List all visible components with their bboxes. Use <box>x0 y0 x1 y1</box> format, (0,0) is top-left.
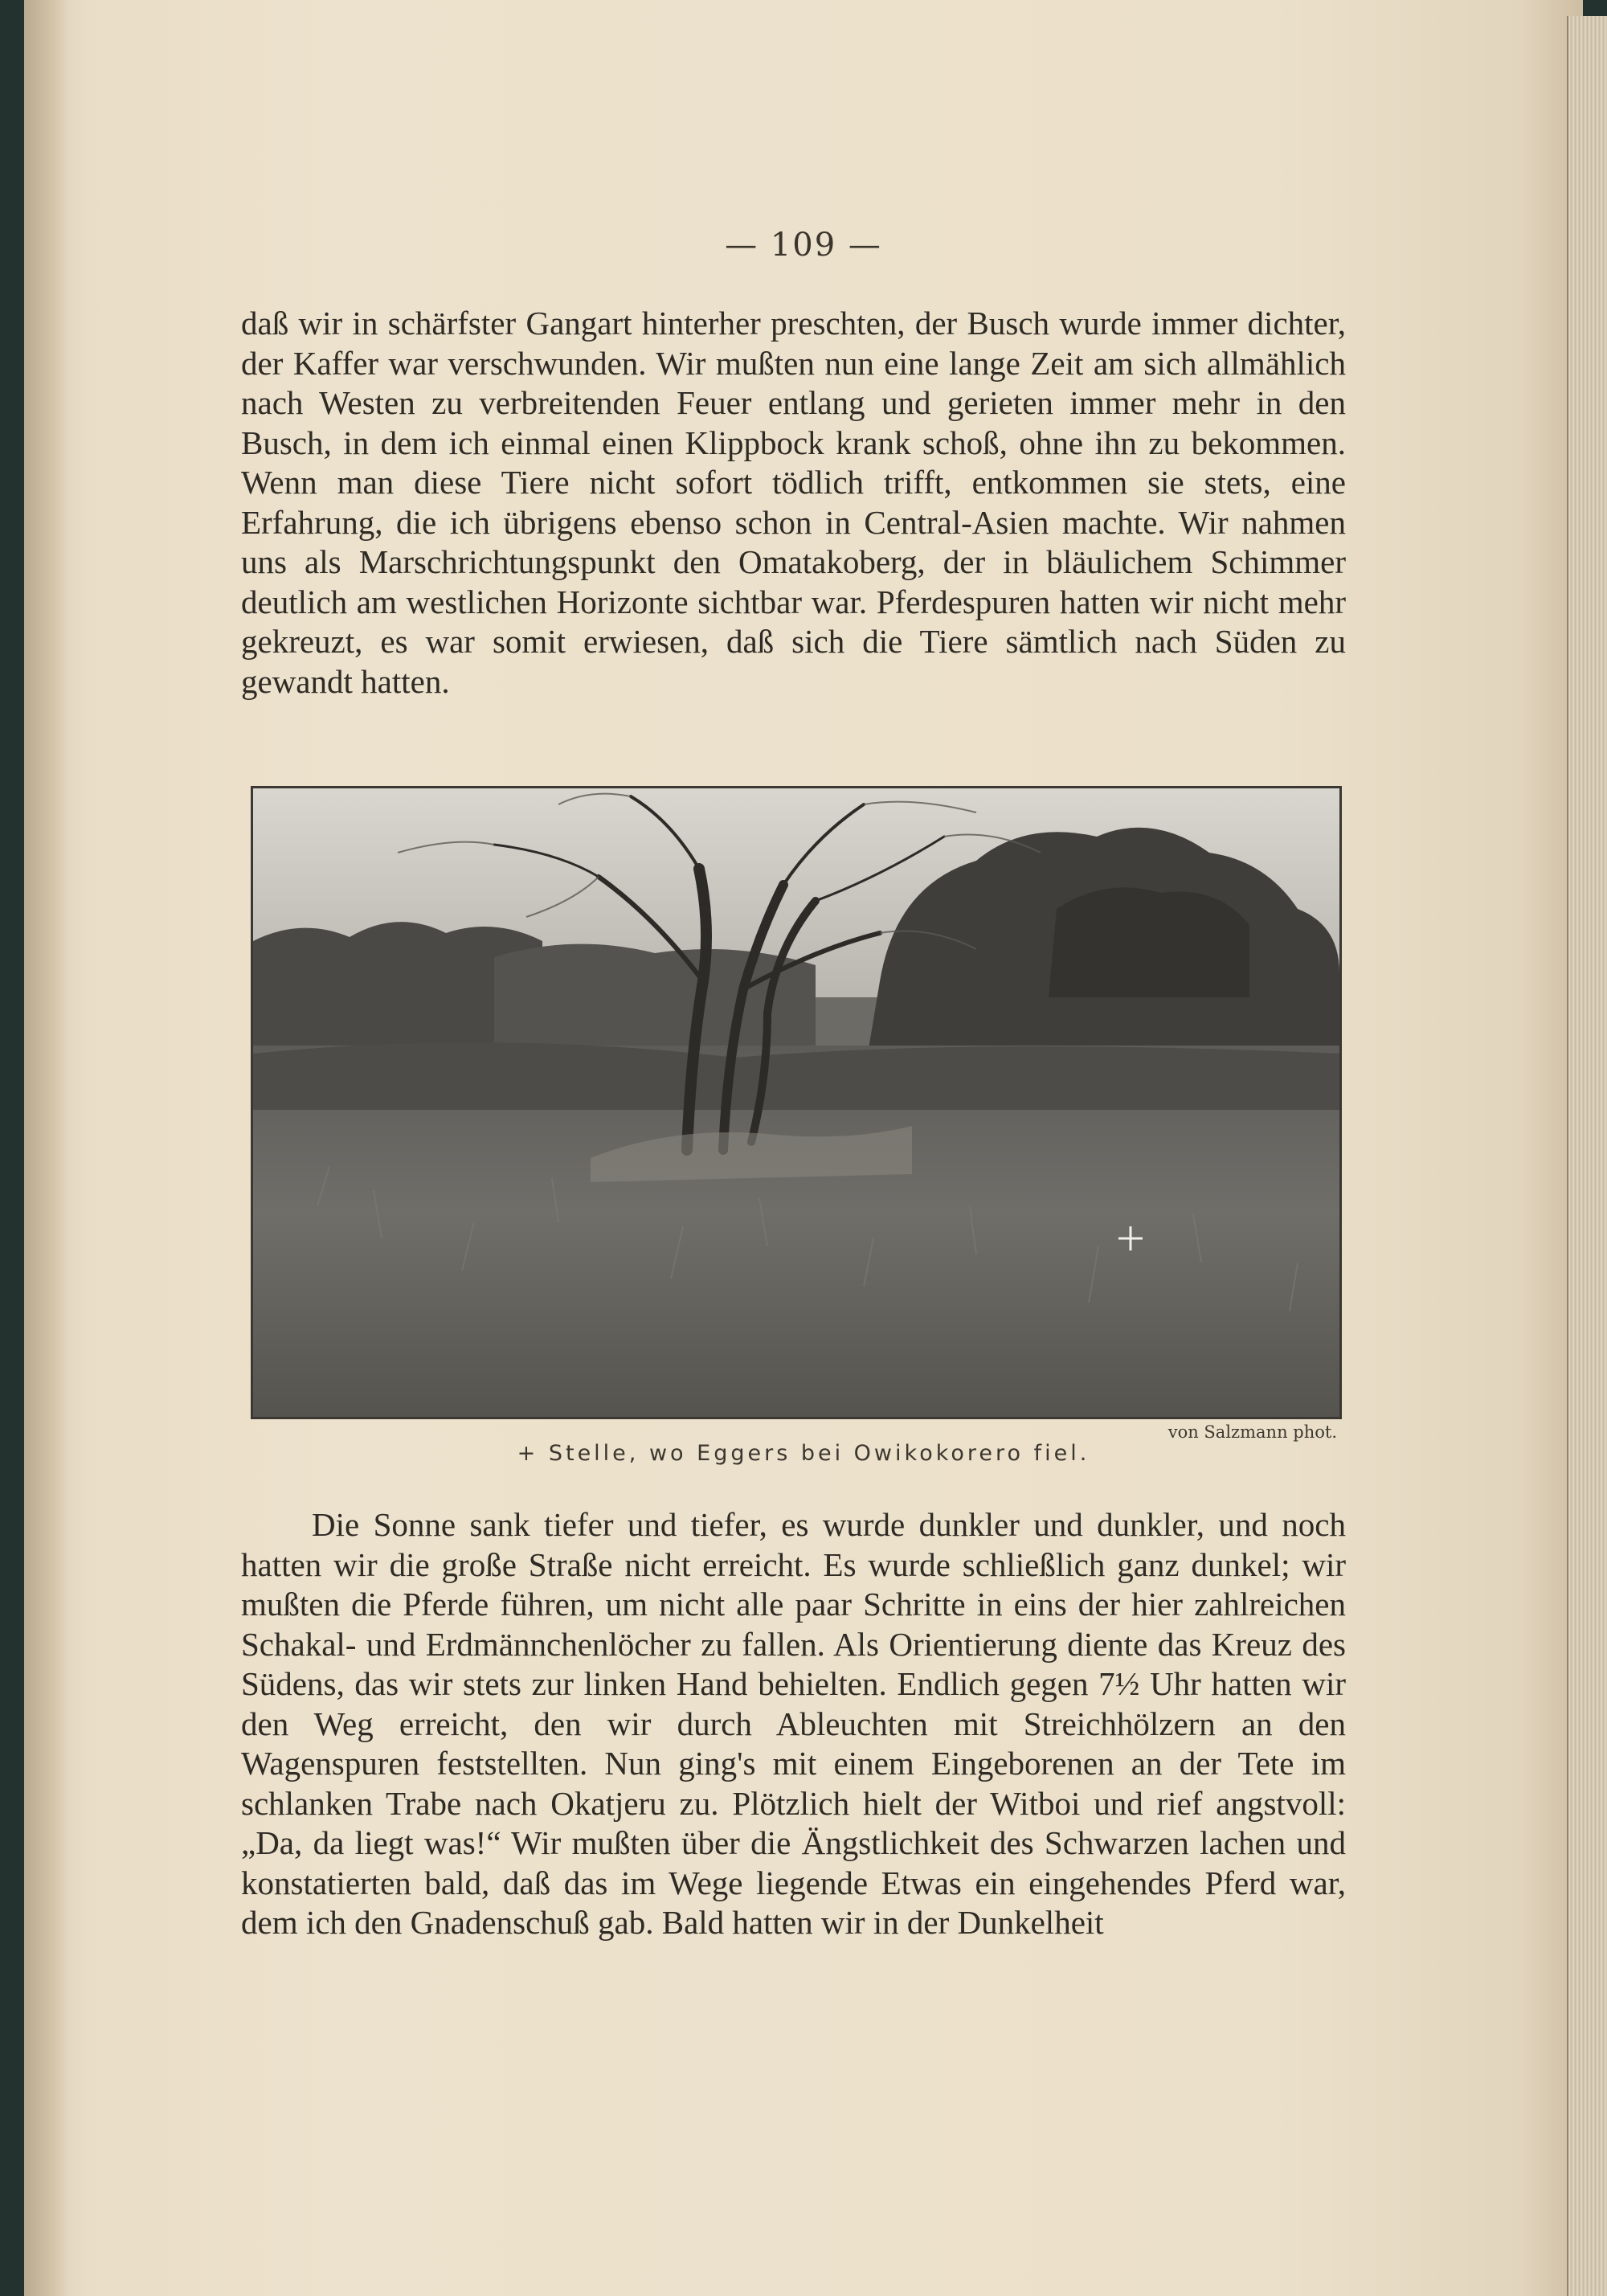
paragraph-1: daß wir in schärfster Gangart hinterher preschten, der Busch wurde immer dichter, der Kaffer war verschwunden. Wir mußten nun eine lange Zeit am sich allmählich nach Westen zu verbreitenden Feuer entlang und gerieten immer mehr in den Busch, in dem ich einmal einen Klippbock krank schoß, ohne ihn zu bekommen. Wenn man diese Tiere nicht sofort tödlich trifft, entkommen sie stets, eine Erfahrung, die ich übrigens ebenso schon in Central-Asien machte. Wir nahmen uns als Marschrichtungspunkt den Omatakoberg, der in bläulichem Schimmer deutlich am westlichen Horizonte sichtbar war. Pferdespuren hatten wir nicht mehr gekreuzt, es war somit erwiesen, daß sich die Tiere sämtlich nach Süden zu gewandt hatten. <box>241 305 1346 700</box>
book-page <box>24 0 1583 2296</box>
page-edges <box>1567 16 1607 2296</box>
page-number: — 109 — <box>725 227 882 264</box>
figure-caption: + Stelle, wo Eggers bei Owikokorero fiel. <box>517 1441 1090 1466</box>
photo-credit: von Salzmann phot. <box>1167 1422 1337 1442</box>
landscape-photo <box>251 786 1342 1419</box>
binding-gutter <box>24 0 68 2296</box>
paragraph-2: Die Sonne sank tiefer und tiefer, es wurde dunkler und dunkler, und noch hatten wir die große Straße nicht erreicht. Es wurde schließlich ganz dunkel; wir mußten die Pferde führen, um nicht alle paar Schritte in eins der hier zahlreichen Schakal- und Erdmännchenlöcher zu fallen. Als Orientierung diente das Kreuz des Südens, das wir stets zur linken Hand behielten. Endlich gegen 7½ Uhr hatten wir den Weg erreicht, den wir durch Ableuchten mit Streichhölzern an den Wagenspuren feststellten. Nun ging's mit einem Eingeborenen an der Tete im schlanken Trabe nach Okatjeru zu. Plötzlich hielt der Witboi und rief angstvoll: „Da, da liegt was!“ Wir mußten über die Ängstlichkeit des Schwarzen lachen und konstatierten bald, daß das im Wege liegende Etwas ein eingehendes Pferd war, dem ich den Gnadenschuß gab. Bald hatten wir in der Dunkelheit <box>241 1506 1346 1941</box>
bush-landscape-image <box>253 788 1339 1417</box>
